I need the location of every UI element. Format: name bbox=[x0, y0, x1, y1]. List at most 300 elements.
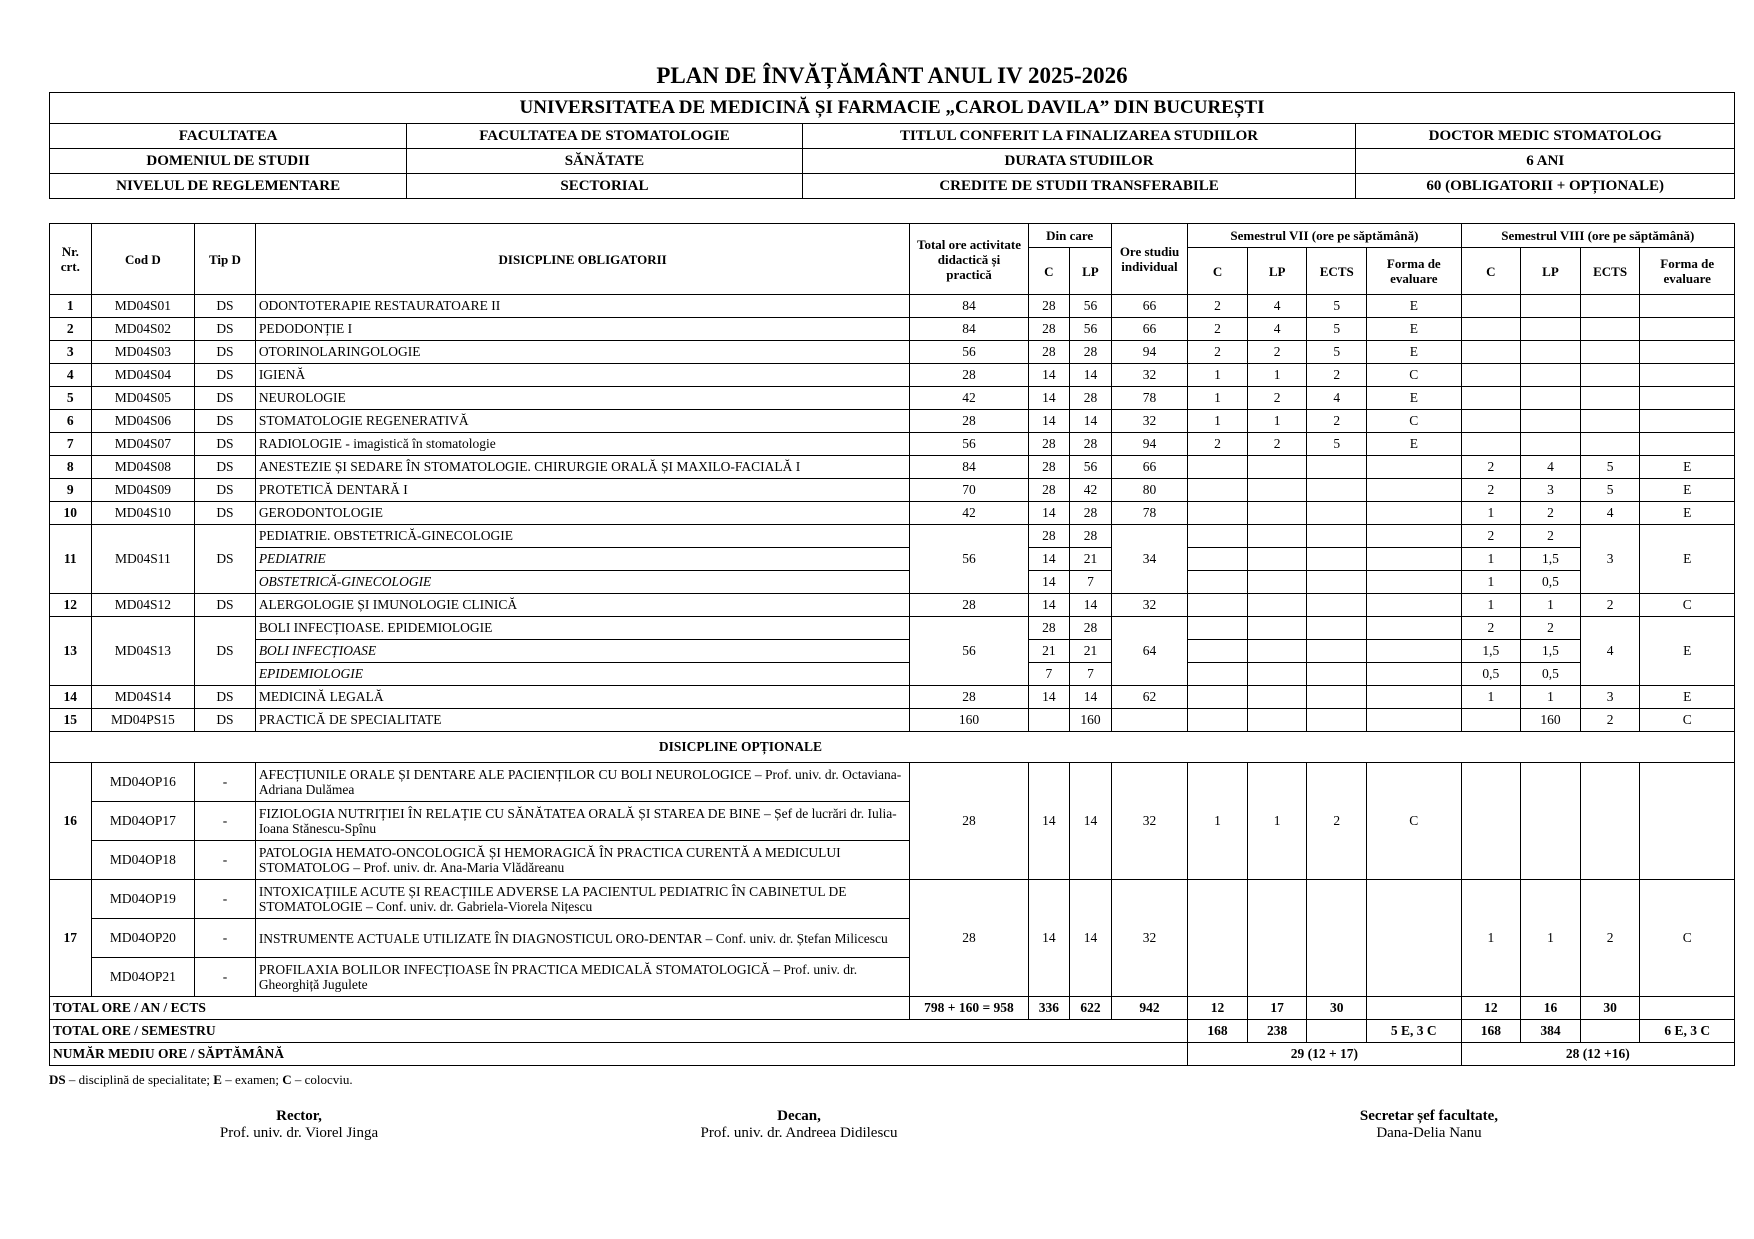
row-c: 14 bbox=[1028, 686, 1070, 709]
table-row bbox=[50, 341, 1735, 364]
row-s7-ects: 2 bbox=[1307, 410, 1367, 433]
signature-role: Rector, bbox=[276, 1108, 322, 1124]
row-s8-forma: E bbox=[1640, 617, 1735, 686]
row-cod: MD04S03 bbox=[91, 341, 194, 364]
info-value: 6 ANI bbox=[1356, 149, 1735, 174]
row-discipline: FIZIOLOGIA NUTRIȚIEI ÎN RELAȚIE CU SĂNĂTATEA ORALĂ ȘI STAREA DE BINE – Șef de lucrări dr. Iulia-Ioana Stănescu-Spînu bbox=[255, 802, 910, 841]
row-s7-forma bbox=[1367, 502, 1462, 525]
row-discipline: PROTETICĂ DENTARĂ I bbox=[255, 479, 910, 502]
row-cod: MD04S02 bbox=[91, 318, 194, 341]
row-s7-c: 2 bbox=[1188, 318, 1248, 341]
row-discipline: STOMATOLOGIE REGENERATIVĂ bbox=[255, 410, 910, 433]
row-discipline: IGIENĂ bbox=[255, 364, 910, 387]
row-s8-forma: E bbox=[1640, 686, 1735, 709]
row-c: 14 bbox=[1028, 763, 1070, 880]
row-studiu: 32 bbox=[1111, 410, 1187, 433]
row-cod: MD04S12 bbox=[91, 594, 194, 617]
row-discipline: PEDIATRIE. OBSTETRICĂ-GINECOLOGIE bbox=[255, 525, 910, 548]
row-s8-lp: 2 bbox=[1521, 502, 1581, 525]
row-total: 70 bbox=[910, 479, 1028, 502]
signature-name: Prof. univ. dr. Viorel Jinga bbox=[219, 1125, 379, 1141]
row-s7-c: 1 bbox=[1188, 410, 1248, 433]
table-row bbox=[50, 364, 1735, 387]
row-c bbox=[1028, 709, 1070, 732]
row-discipline: INSTRUMENTE ACTUALE UTILIZATE ÎN DIAGNOSTICUL ORO-DENTAR – Conf. univ. dr. Ștefan Milicescu bbox=[255, 919, 910, 958]
row-nr: 17 bbox=[50, 880, 92, 997]
total-an-s7-lp: 17 bbox=[1247, 997, 1307, 1020]
row-s8-lp: 1,5 bbox=[1521, 548, 1581, 571]
signature-decan bbox=[669, 1108, 929, 1142]
row-lp: 14 bbox=[1070, 880, 1112, 997]
table-row bbox=[50, 502, 1735, 525]
row-s8-forma: E bbox=[1640, 525, 1735, 594]
row-c: 14 bbox=[1028, 880, 1070, 997]
row-total: 42 bbox=[910, 387, 1028, 410]
row-s7-ects: 2 bbox=[1307, 364, 1367, 387]
row-s7-lp: 2 bbox=[1247, 341, 1307, 364]
info-label: TITLUL CONFERIT LA FINALIZAREA STUDIILOR bbox=[802, 124, 1356, 149]
table-row bbox=[50, 525, 1735, 548]
row-total: 84 bbox=[910, 295, 1028, 318]
table-subrow bbox=[50, 548, 1735, 571]
header-sem7: Semestrul VII (ore pe săptămână) bbox=[1188, 224, 1461, 248]
total-an-studiu: 942 bbox=[1111, 997, 1187, 1020]
signature-rector bbox=[179, 1108, 419, 1142]
table-row bbox=[50, 686, 1735, 709]
medie-row bbox=[50, 1043, 1735, 1066]
row-s7-forma: E bbox=[1367, 295, 1462, 318]
header-cod: Cod D bbox=[91, 224, 194, 295]
row-s8-forma bbox=[1640, 410, 1735, 433]
total-semestru-row bbox=[50, 1020, 1735, 1043]
row-nr: 4 bbox=[50, 364, 92, 387]
row-discipline: PATOLOGIA HEMATO-ONCOLOGICĂ ȘI HEMORAGICĂ ÎN PRACTICA CURENTĂ A MEDICULUI STOMATOLOG – Prof. univ. dr. Ana-Maria Vlădăreanu bbox=[255, 841, 910, 880]
table-row bbox=[50, 295, 1735, 318]
info-table bbox=[49, 92, 1735, 199]
legend-e: E bbox=[213, 1072, 222, 1087]
row-tip: - bbox=[195, 880, 256, 919]
row-s8-c bbox=[1461, 341, 1521, 364]
row-c: 28 bbox=[1028, 479, 1070, 502]
row-lp: 56 bbox=[1070, 456, 1112, 479]
row-lp: 7 bbox=[1070, 571, 1112, 594]
row-lp: 56 bbox=[1070, 318, 1112, 341]
row-nr: 5 bbox=[50, 387, 92, 410]
row-c: 14 bbox=[1028, 387, 1070, 410]
row-lp: 7 bbox=[1070, 663, 1112, 686]
row-lp: 14 bbox=[1070, 410, 1112, 433]
table-row bbox=[50, 456, 1735, 479]
row-studiu: 94 bbox=[1111, 341, 1187, 364]
row-s8-c bbox=[1461, 410, 1521, 433]
legend-c: C bbox=[282, 1072, 292, 1087]
row-s8-c bbox=[1461, 709, 1521, 732]
row-s8-forma bbox=[1640, 295, 1735, 318]
table-subrow bbox=[50, 640, 1735, 663]
row-s8-c bbox=[1461, 295, 1521, 318]
row-tip: - bbox=[195, 802, 256, 841]
row-s8-c: 2 bbox=[1461, 617, 1521, 640]
table-subrow bbox=[50, 663, 1735, 686]
row-cod: MD04S07 bbox=[91, 433, 194, 456]
row-discipline: ALERGOLOGIE ȘI IMUNOLOGIE CLINICĂ bbox=[255, 594, 910, 617]
row-discipline: PROFILAXIA BOLILOR INFECȚIOASE ÎN PRACTICA MEDICALĂ STOMATOLOGICĂ – Prof. univ. dr. Gheorghiță Jugulete bbox=[255, 958, 910, 997]
row-tip: - bbox=[195, 958, 256, 997]
row-s7-forma: C bbox=[1367, 410, 1462, 433]
row-s7-c: 1 bbox=[1188, 387, 1248, 410]
row-s8-forma: E bbox=[1640, 456, 1735, 479]
row-s8-ects: 2 bbox=[1580, 594, 1640, 617]
row-s7-forma: E bbox=[1367, 341, 1462, 364]
row-cod: MD04S04 bbox=[91, 364, 194, 387]
row-s8-c: 2 bbox=[1461, 479, 1521, 502]
row-s8-lp bbox=[1521, 364, 1581, 387]
info-label: CREDITE DE STUDII TRANSFERABILE bbox=[802, 174, 1356, 199]
header-s7-lp: LP bbox=[1247, 248, 1307, 295]
table-row bbox=[50, 318, 1735, 341]
row-s8-forma: E bbox=[1640, 479, 1735, 502]
row-s8-lp: 1 bbox=[1521, 594, 1581, 617]
info-label: FACULTATEA bbox=[50, 124, 407, 149]
total-an-c: 336 bbox=[1028, 997, 1070, 1020]
row-s7-ects: 5 bbox=[1307, 341, 1367, 364]
curriculum-page bbox=[49, 60, 1735, 1168]
row-s8-c: 1 bbox=[1461, 594, 1521, 617]
header-nr: Nr. crt. bbox=[50, 224, 92, 295]
total-an-row bbox=[50, 997, 1735, 1020]
row-cod: MD04OP19 bbox=[91, 880, 194, 919]
row-s8-forma bbox=[1640, 433, 1735, 456]
total-an-lp: 622 bbox=[1070, 997, 1112, 1020]
row-s8-ects: 5 bbox=[1580, 479, 1640, 502]
row-total: 28 bbox=[910, 594, 1028, 617]
row-s8-ects: 4 bbox=[1580, 502, 1640, 525]
legend-c-text: – colocviu. bbox=[291, 1072, 353, 1087]
curriculum-table bbox=[49, 223, 1735, 1066]
row-s8-ects bbox=[1580, 433, 1640, 456]
optional-row bbox=[50, 763, 1735, 802]
total-sem-s7-lp: 238 bbox=[1247, 1020, 1307, 1043]
row-studiu: 62 bbox=[1111, 686, 1187, 709]
row-s8-lp bbox=[1521, 318, 1581, 341]
row-c: 28 bbox=[1028, 433, 1070, 456]
row-tip: DS bbox=[195, 594, 256, 617]
row-s7-c bbox=[1188, 479, 1248, 502]
row-lp: 28 bbox=[1070, 387, 1112, 410]
row-s8-ects: 5 bbox=[1580, 456, 1640, 479]
header-s8-forma: Forma de evaluare bbox=[1640, 248, 1735, 295]
row-c: 7 bbox=[1028, 663, 1070, 686]
row-s8-forma bbox=[1640, 387, 1735, 410]
row-tip: - bbox=[195, 919, 256, 958]
row-s7-lp bbox=[1247, 456, 1307, 479]
row-s8-c: 1 bbox=[1461, 571, 1521, 594]
optional-title: DISICPLINE OPȚIONALE bbox=[50, 732, 1735, 763]
row-total: 28 bbox=[910, 686, 1028, 709]
row-studiu: 78 bbox=[1111, 502, 1187, 525]
row-nr: 16 bbox=[50, 763, 92, 880]
row-lp: 14 bbox=[1070, 364, 1112, 387]
total-sem-s8-forma: 6 E, 3 C bbox=[1640, 1020, 1735, 1043]
row-tip: DS bbox=[195, 479, 256, 502]
row-s8-ects: 3 bbox=[1580, 525, 1640, 594]
row-s8-lp: 160 bbox=[1521, 709, 1581, 732]
row-s7-ects: 5 bbox=[1307, 295, 1367, 318]
legend-ds-text: – disciplină de specialitate; bbox=[65, 1072, 214, 1087]
row-lp: 14 bbox=[1070, 763, 1112, 880]
row-s7-forma bbox=[1367, 456, 1462, 479]
row-discipline: MEDICINĂ LEGALĂ bbox=[255, 686, 910, 709]
row-total: 56 bbox=[910, 433, 1028, 456]
header-tip: Tip D bbox=[195, 224, 256, 295]
row-s7-lp: 2 bbox=[1247, 433, 1307, 456]
row-lp: 14 bbox=[1070, 686, 1112, 709]
total-sem-s7-ects bbox=[1307, 1020, 1367, 1043]
row-studiu: 32 bbox=[1111, 880, 1187, 997]
row-tip: - bbox=[195, 763, 256, 802]
row-tip: DS bbox=[195, 341, 256, 364]
row-tip: DS bbox=[195, 686, 256, 709]
table-row bbox=[50, 594, 1735, 617]
row-discipline: PRACTICĂ DE SPECIALITATE bbox=[255, 709, 910, 732]
row-s8-lp bbox=[1521, 387, 1581, 410]
legend-e-text: – examen; bbox=[221, 1072, 283, 1087]
total-an-s7-c: 12 bbox=[1188, 997, 1248, 1020]
row-s8-ects: 2 bbox=[1580, 709, 1640, 732]
row-s8-c: 1 bbox=[1461, 686, 1521, 709]
row-tip: DS bbox=[195, 617, 256, 686]
medie-label: NUMĂR MEDIU ORE / SĂPTĂMÂNĂ bbox=[50, 1043, 1188, 1066]
table-row bbox=[50, 617, 1735, 640]
total-an-total: 798 + 160 = 958 bbox=[910, 997, 1028, 1020]
row-discipline: PEDODONȚIE I bbox=[255, 318, 910, 341]
row-s7-ects bbox=[1307, 479, 1367, 502]
row-discipline: EPIDEMIOLOGIE bbox=[255, 663, 910, 686]
row-cod: MD04OP21 bbox=[91, 958, 194, 997]
row-studiu: 66 bbox=[1111, 295, 1187, 318]
optional-row bbox=[50, 880, 1735, 919]
row-discipline: INTOXICAȚIILE ACUTE ȘI REACȚIILE ADVERSE LA PACIENTUL PEDIATRIC ÎN CABINETUL DE STOMATOLOGIE – Conf. univ. dr. Gabriela-Viorela Nițescu bbox=[255, 880, 910, 919]
row-s8-c: 2 bbox=[1461, 525, 1521, 548]
row-s8-c: 1 bbox=[1461, 502, 1521, 525]
row-s8-forma: E bbox=[1640, 502, 1735, 525]
total-an-s7-forma bbox=[1367, 997, 1462, 1020]
row-studiu: 78 bbox=[1111, 387, 1187, 410]
row-tip: DS bbox=[195, 502, 256, 525]
total-sem-s8-ects bbox=[1580, 1020, 1640, 1043]
signature-name: Dana-Delia Nanu bbox=[1376, 1125, 1482, 1141]
row-s8-c: 1 bbox=[1461, 548, 1521, 571]
row-total: 28 bbox=[910, 763, 1028, 880]
row-c: 14 bbox=[1028, 548, 1070, 571]
signature-role: Decan, bbox=[777, 1108, 821, 1124]
info-value: FACULTATEA DE STOMATOLOGIE bbox=[407, 124, 802, 149]
row-s7-lp: 1 bbox=[1247, 763, 1307, 880]
row-s8-lp: 1 bbox=[1521, 686, 1581, 709]
optional-section-header bbox=[50, 732, 1735, 763]
header-s8-lp: LP bbox=[1521, 248, 1581, 295]
row-s8-forma bbox=[1640, 318, 1735, 341]
row-lp: 28 bbox=[1070, 617, 1112, 640]
row-s8-lp: 4 bbox=[1521, 456, 1581, 479]
row-c: 14 bbox=[1028, 364, 1070, 387]
row-s8-forma bbox=[1640, 341, 1735, 364]
row-nr: 11 bbox=[50, 525, 92, 594]
row-total: 84 bbox=[910, 456, 1028, 479]
row-s8-lp: 0,5 bbox=[1521, 663, 1581, 686]
row-s8-lp: 1 bbox=[1521, 880, 1581, 997]
row-s7-lp bbox=[1247, 479, 1307, 502]
row-s8-ects bbox=[1580, 387, 1640, 410]
row-tip: - bbox=[195, 841, 256, 880]
row-studiu: 34 bbox=[1111, 525, 1187, 594]
header-ore-studiu: Ore studiu individual bbox=[1111, 224, 1187, 295]
row-studiu: 66 bbox=[1111, 318, 1187, 341]
row-tip: DS bbox=[195, 525, 256, 594]
table-row bbox=[50, 433, 1735, 456]
row-s7-ects bbox=[1307, 456, 1367, 479]
row-total: 28 bbox=[910, 880, 1028, 997]
table-row bbox=[50, 387, 1735, 410]
row-s7-ects bbox=[1307, 502, 1367, 525]
row-studiu: 94 bbox=[1111, 433, 1187, 456]
header-s7-ects: ECTS bbox=[1307, 248, 1367, 295]
row-s8-ects bbox=[1580, 364, 1640, 387]
info-label: NIVELUL DE REGLEMENTARE bbox=[50, 174, 407, 199]
row-total: 84 bbox=[910, 318, 1028, 341]
header-s7-forma: Forma de evaluare bbox=[1367, 248, 1462, 295]
row-s7-ects: 5 bbox=[1307, 318, 1367, 341]
row-discipline: NEUROLOGIE bbox=[255, 387, 910, 410]
row-s7-forma: C bbox=[1367, 763, 1462, 880]
row-nr: 6 bbox=[50, 410, 92, 433]
row-s7-lp: 1 bbox=[1247, 410, 1307, 433]
row-s7-c: 1 bbox=[1188, 364, 1248, 387]
row-s8-ects: 4 bbox=[1580, 617, 1640, 686]
medie-s7: 29 (12 + 17) bbox=[1188, 1043, 1461, 1066]
row-cod: MD04S09 bbox=[91, 479, 194, 502]
row-cod: MD04S05 bbox=[91, 387, 194, 410]
row-nr: 1 bbox=[50, 295, 92, 318]
total-an-s8-forma bbox=[1640, 997, 1735, 1020]
row-c: 14 bbox=[1028, 502, 1070, 525]
row-c: 14 bbox=[1028, 410, 1070, 433]
medie-s8: 28 (12 +16) bbox=[1461, 1043, 1734, 1066]
row-s7-c bbox=[1188, 502, 1248, 525]
row-s8-lp bbox=[1521, 433, 1581, 456]
row-discipline: GERODONTOLOGIE bbox=[255, 502, 910, 525]
row-s7-lp bbox=[1247, 502, 1307, 525]
row-s8-ects: 3 bbox=[1580, 686, 1640, 709]
row-studiu: 64 bbox=[1111, 617, 1187, 686]
row-c: 28 bbox=[1028, 295, 1070, 318]
row-nr: 2 bbox=[50, 318, 92, 341]
row-total: 56 bbox=[910, 341, 1028, 364]
row-tip: DS bbox=[195, 364, 256, 387]
row-c: 28 bbox=[1028, 617, 1070, 640]
row-discipline: ANESTEZIE ȘI SEDARE ÎN STOMATOLOGIE. CHIRURGIE ORALĂ ȘI MAXILO-FACIALĂ I bbox=[255, 456, 910, 479]
header-lp: LP bbox=[1070, 248, 1112, 295]
row-nr: 14 bbox=[50, 686, 92, 709]
signature-role: Secretar șef facultate, bbox=[1359, 1108, 1499, 1124]
row-cod: MD04S10 bbox=[91, 502, 194, 525]
row-s7-c: 2 bbox=[1188, 341, 1248, 364]
row-nr: 9 bbox=[50, 479, 92, 502]
row-s8-forma: C bbox=[1640, 709, 1735, 732]
row-s8-ects bbox=[1580, 318, 1640, 341]
row-studiu: 32 bbox=[1111, 364, 1187, 387]
row-discipline: OTORINOLARINGOLOGIE bbox=[255, 341, 910, 364]
info-value: DOCTOR MEDIC STOMATOLOG bbox=[1356, 124, 1735, 149]
header-din-care: Din care bbox=[1028, 224, 1111, 248]
row-s8-forma bbox=[1640, 364, 1735, 387]
total-an-s8-ects: 30 bbox=[1580, 997, 1640, 1020]
row-c: 14 bbox=[1028, 571, 1070, 594]
row-nr: 12 bbox=[50, 594, 92, 617]
row-s7-forma bbox=[1367, 479, 1462, 502]
row-cod: MD04OP16 bbox=[91, 763, 194, 802]
row-nr: 8 bbox=[50, 456, 92, 479]
row-discipline: ODONTOTERAPIE RESTAURATOARE II bbox=[255, 295, 910, 318]
row-nr: 7 bbox=[50, 433, 92, 456]
row-total: 42 bbox=[910, 502, 1028, 525]
row-lp: 42 bbox=[1070, 479, 1112, 502]
row-cod: MD04OP18 bbox=[91, 841, 194, 880]
row-s8-ects: 2 bbox=[1580, 880, 1640, 997]
row-s7-ects: 5 bbox=[1307, 433, 1367, 456]
header-s7-c: C bbox=[1188, 248, 1248, 295]
row-tip: DS bbox=[195, 456, 256, 479]
row-discipline: BOLI INFECȚIOASE bbox=[255, 640, 910, 663]
row-c: 14 bbox=[1028, 594, 1070, 617]
row-cod: MD04S14 bbox=[91, 686, 194, 709]
info-value: SĂNĂTATE bbox=[407, 149, 802, 174]
row-c: 28 bbox=[1028, 318, 1070, 341]
row-s7-lp: 4 bbox=[1247, 318, 1307, 341]
row-s8-ects bbox=[1580, 295, 1640, 318]
row-s8-lp: 3 bbox=[1521, 479, 1581, 502]
row-s8-forma: C bbox=[1640, 880, 1735, 997]
row-total: 56 bbox=[910, 525, 1028, 594]
row-nr: 13 bbox=[50, 617, 92, 686]
row-s8-ects bbox=[1580, 410, 1640, 433]
row-s7-c: 1 bbox=[1188, 763, 1248, 880]
legend bbox=[49, 1072, 1735, 1088]
row-s7-c: 2 bbox=[1188, 295, 1248, 318]
row-s8-c: 2 bbox=[1461, 456, 1521, 479]
table-row bbox=[50, 709, 1735, 732]
row-s8-lp bbox=[1521, 341, 1581, 364]
signature-name: Prof. univ. dr. Andreea Didilescu bbox=[700, 1125, 898, 1141]
row-s7-forma: E bbox=[1367, 387, 1462, 410]
row-studiu: 32 bbox=[1111, 763, 1187, 880]
signature-secretar bbox=[1319, 1108, 1539, 1142]
row-s8-ects bbox=[1580, 341, 1640, 364]
row-total: 28 bbox=[910, 410, 1028, 433]
total-sem-s7-c: 168 bbox=[1188, 1020, 1248, 1043]
row-s7-forma: E bbox=[1367, 318, 1462, 341]
row-cod: MD04S11 bbox=[91, 525, 194, 594]
header-s8-c: C bbox=[1461, 248, 1521, 295]
row-nr: 15 bbox=[50, 709, 92, 732]
row-studiu: 32 bbox=[1111, 594, 1187, 617]
table-row bbox=[50, 479, 1735, 502]
row-lp: 28 bbox=[1070, 525, 1112, 548]
row-lp: 21 bbox=[1070, 640, 1112, 663]
row-cod: MD04S01 bbox=[91, 295, 194, 318]
total-an-s7-ects: 30 bbox=[1307, 997, 1367, 1020]
row-s8-c: 1 bbox=[1461, 880, 1521, 997]
